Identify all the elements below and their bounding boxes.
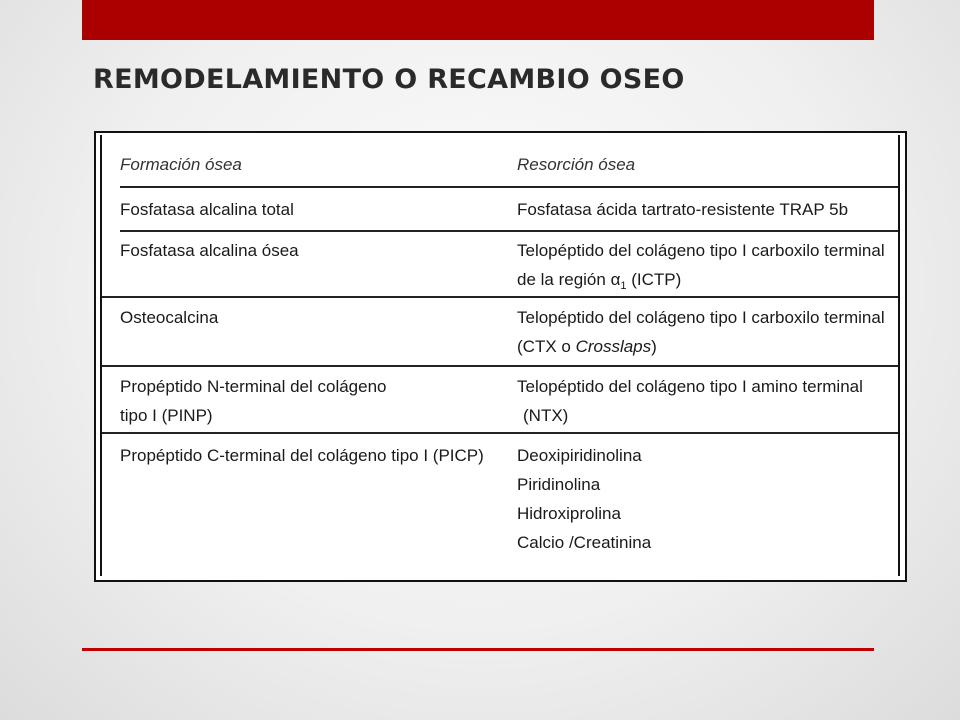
- marker-line: Telopéptido del colágeno tipo I amino terminal: [517, 377, 863, 396]
- marker-text: (CTX o: [517, 337, 576, 356]
- header-formacion: Formación ósea: [120, 155, 242, 174]
- marker-line: tipo I (PINP): [120, 406, 213, 425]
- resorption-marker: Fosfatasa ácida tartrato-resistente TRAP 5b: [517, 200, 849, 219]
- formation-marker: Osteocalcina: [120, 308, 219, 327]
- row-divider: [102, 296, 898, 298]
- top-accent-bar: [82, 0, 874, 40]
- formation-marker: Propéptido C-terminal del colágeno tipo I (PICP): [120, 446, 484, 465]
- biomarker-table: [94, 131, 907, 582]
- resorption-marker: [517, 236, 897, 301]
- row-divider: [120, 230, 898, 232]
- formation-marker: Fosfatasa alcalina ósea: [120, 241, 299, 260]
- header-divider: [120, 186, 898, 188]
- slide-title: REMODELAMIENTO O RECAMBIO OSEO: [93, 64, 685, 95]
- header-resorcion: Resorción ósea: [517, 155, 636, 174]
- marker-line: Deoxipiridinolina: [517, 446, 642, 465]
- table-body: [100, 135, 900, 576]
- marker-line: [517, 332, 897, 361]
- row-divider: [102, 365, 898, 367]
- formation-marker: Fosfatasa alcalina total: [120, 200, 294, 219]
- marker-text: ): [651, 337, 657, 356]
- marker-line: Piridinolina: [517, 475, 601, 494]
- bottom-accent-rule: [82, 648, 874, 651]
- marker-line: Telopéptido del colágeno tipo I carboxilo terminal: [517, 241, 885, 260]
- resorption-marker: [517, 441, 897, 557]
- marker-line: Propéptido N-terminal del colágeno: [120, 377, 387, 396]
- resorption-marker: [517, 303, 897, 361]
- marker-text: de la región α: [517, 270, 621, 289]
- marker-text-italic: Crosslaps: [575, 337, 652, 356]
- marker-line: (NTX): [523, 406, 569, 425]
- row-divider: [102, 432, 898, 434]
- marker-text: (ICTP): [626, 270, 682, 289]
- marker-line: Calcio /Creatinina: [517, 533, 652, 552]
- formation-marker: [120, 372, 500, 430]
- resorption-marker: [517, 372, 897, 430]
- subscript-text: 1: [620, 280, 627, 292]
- marker-line: Telopéptido del colágeno tipo I carboxilo terminal: [517, 308, 885, 327]
- marker-line: Hidroxiprolina: [517, 504, 621, 523]
